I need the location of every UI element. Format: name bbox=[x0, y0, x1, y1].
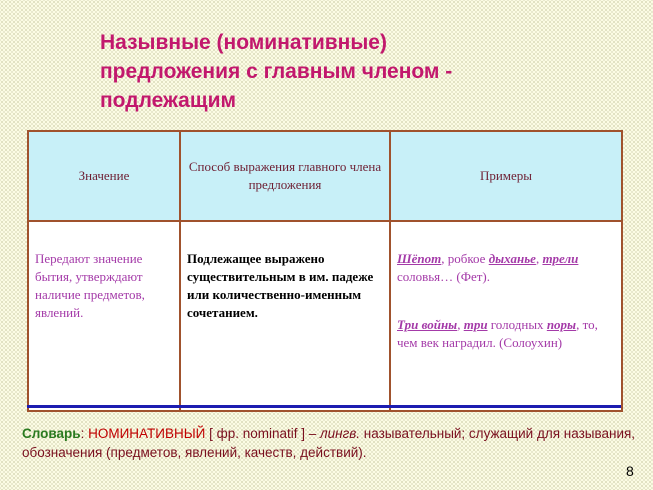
dictionary-note bbox=[22, 424, 642, 462]
header-meaning: Значение bbox=[28, 131, 180, 221]
example-word: Три войны bbox=[397, 317, 458, 332]
example-text: голодных bbox=[487, 317, 547, 332]
page-title bbox=[100, 28, 620, 115]
table-header-row bbox=[28, 131, 622, 221]
title-line-3: подлежащим bbox=[100, 89, 237, 112]
dictionary-definition: назывательный; служащий для называния, обозначения (предметов, явлений, качеств, действий). bbox=[22, 426, 636, 460]
page-number: 8 bbox=[626, 463, 634, 479]
header-method: Способ выражения главного члена предложения bbox=[180, 131, 390, 221]
syntax-table bbox=[27, 130, 623, 412]
example-text: соловья… (Фет). bbox=[397, 269, 491, 284]
dictionary-word: НОМИНАТИВНЫЙ bbox=[88, 426, 206, 441]
example-word: трели bbox=[542, 251, 579, 266]
example-text: , bbox=[535, 251, 543, 266]
cell-meaning: Передают значение бытия, утверждают наличие предметов, явлений. bbox=[28, 221, 180, 411]
title-line-1: Назывные (номинативные) bbox=[100, 31, 387, 54]
dictionary-separator: : bbox=[80, 426, 89, 441]
example-soloukhin bbox=[397, 316, 615, 352]
dictionary-abbr: лингв. bbox=[320, 426, 361, 441]
example-word: поры bbox=[546, 317, 577, 332]
dictionary-origin: [ фр. nominatif ] – bbox=[205, 426, 321, 441]
example-text: , то, чем век наградил. (Солоухин) bbox=[397, 317, 598, 350]
dictionary-label: Словарь bbox=[22, 426, 81, 441]
example-text: , робкое bbox=[441, 251, 489, 266]
example-word: три bbox=[463, 317, 488, 332]
divider-line bbox=[27, 405, 621, 408]
cell-examples bbox=[390, 221, 622, 411]
table-row bbox=[28, 221, 622, 411]
cell-method: Подлежащее выражено существительным в им. падеже или количественно-именным сочетанием. bbox=[180, 221, 390, 411]
example-word: Шёпот bbox=[397, 251, 442, 266]
example-text: , bbox=[457, 317, 464, 332]
title-line-2: предложения с главным членом - bbox=[100, 60, 453, 83]
example-word: дыханье bbox=[488, 251, 536, 266]
header-examples: Примеры bbox=[390, 131, 622, 221]
example-fet bbox=[397, 250, 615, 286]
